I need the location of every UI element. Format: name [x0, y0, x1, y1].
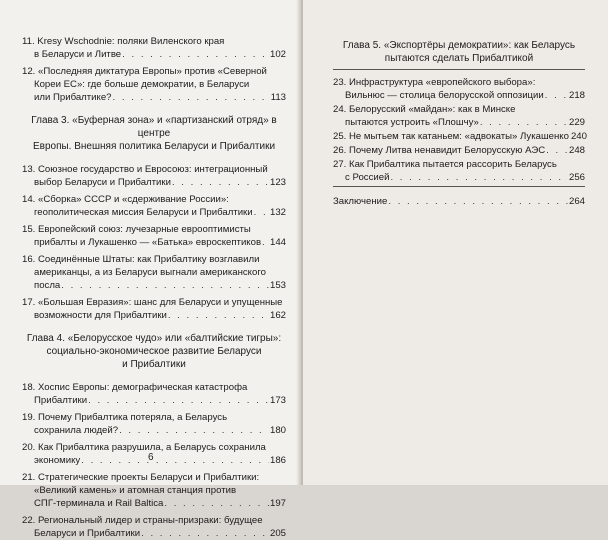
entry-page-number: 264: [568, 196, 585, 207]
toc-line: [22, 514, 286, 527]
leader-dots: [172, 176, 269, 189]
entry-title: посла: [34, 280, 61, 291]
entry-title: в Беларуси и Литве: [34, 49, 122, 60]
entry-page-number: 123: [269, 177, 286, 188]
leader-dots: [88, 394, 269, 407]
chapter-heading-line: Глава 5. «Экспортёры демократии»: как Беларусь: [342, 40, 576, 51]
toc-entry: [333, 103, 585, 129]
toc-entry: [22, 223, 286, 249]
entry-title: пытаются устроить «Плошчу»: [345, 117, 479, 128]
toc-entry: [333, 130, 585, 143]
entry-page-number: 205: [269, 528, 286, 539]
entry-title: Кореи ЕС»: где больше демократии, в Беларуси: [34, 79, 250, 90]
entry-page-number: 248: [568, 145, 585, 156]
section-rule: [333, 186, 585, 187]
toc-line: [333, 76, 585, 89]
toc-line: [22, 236, 286, 249]
entry-title: сохранила людей?: [34, 425, 119, 436]
leader-dots: [81, 454, 269, 467]
toc-line: [333, 171, 585, 184]
chapter-heading: [22, 332, 286, 371]
leader-dots: [122, 48, 269, 61]
leader-dots: [546, 144, 568, 157]
entry-title: Беларуси и Прибалтики: [34, 528, 141, 539]
toc-line: [333, 89, 585, 102]
toc-entry: [22, 514, 286, 540]
toc-line: [22, 484, 286, 497]
toc-line: [22, 424, 286, 437]
chapter-heading-line: Глава 4. «Белорусское чудо» или «балтийские тигры»:: [26, 333, 282, 344]
toc-line: [22, 266, 286, 279]
entry-page-number: 113: [270, 92, 286, 103]
toc-entry: [22, 381, 286, 407]
chapter-heading-line: пытаются сделать Прибалтикой: [384, 53, 534, 64]
entry-title: 25. Не мытьем так катаньем: «адвокаты» Лукашенко: [333, 131, 569, 142]
entry-title: 17. «Большая Евразия»: шанс для Беларуси и упущенные: [22, 297, 283, 308]
entry-page-number: 240: [570, 131, 587, 142]
toc-line: [22, 91, 286, 104]
toc-line: [22, 253, 286, 266]
leader-dots: [480, 116, 568, 129]
toc-line: [22, 279, 286, 292]
toc-line: [22, 309, 286, 322]
toc-line: [22, 193, 286, 206]
toc-entry: [22, 296, 286, 322]
entry-page-number: 173: [269, 395, 286, 406]
toc-line: [333, 116, 585, 129]
leader-dots: [141, 527, 269, 540]
entry-title: 22. Региональный лидер и страны-призраки: будущее: [22, 515, 263, 526]
entry-title: прибалты и Лукашенко — «Батька» евроскептиков: [34, 237, 262, 248]
entry-page-number: 153: [269, 280, 286, 291]
entry-title: 12. «Последняя диктатура Европы» против «Северной: [22, 66, 267, 77]
chapter-heading: [22, 114, 286, 153]
entry-title: 11. Kresy Wschodnie: поляки Виленского края: [22, 36, 225, 47]
toc-line: [22, 381, 286, 394]
toc-entry: [22, 163, 286, 189]
toc-entry: [333, 195, 585, 208]
toc-entry: [22, 411, 286, 437]
entry-title: «Великий камень» и атомная станция против: [34, 485, 237, 496]
entry-title: экономику: [34, 455, 81, 466]
toc-line: [22, 411, 286, 424]
toc-line: [22, 296, 286, 309]
chapter-heading-line: Европы. Внешняя политика Беларуси и Прибалтики: [32, 141, 276, 152]
leader-dots: [164, 497, 269, 510]
entry-page-number: 144: [269, 237, 286, 248]
entry-page-number: 218: [568, 90, 585, 101]
entry-title: 21. Стратегические проекты Беларуси и Прибалтики:: [22, 472, 260, 483]
leader-dots: [254, 206, 269, 219]
entry-page-number: 180: [269, 425, 286, 436]
entry-title: 13. Союзное государство и Евросоюз: интеграционный: [22, 164, 268, 175]
entry-title: Заключение: [333, 196, 388, 207]
toc-line: [333, 103, 585, 116]
entry-title: американцы, а из Беларуси выгнали американского: [34, 267, 266, 278]
entry-page-number: 229: [568, 117, 585, 128]
toc-line: [22, 35, 286, 48]
toc-line: [22, 223, 286, 236]
toc-line: [22, 454, 286, 467]
entry-title: 14. «Сборка» СССР и «сдерживание России»:: [22, 194, 229, 205]
toc-line: [22, 206, 286, 219]
entry-title: или Прибалтике?: [34, 92, 112, 103]
toc-entry: [22, 35, 286, 61]
toc-line: [333, 130, 585, 143]
toc-line: [333, 144, 585, 157]
toc-line: [22, 497, 286, 510]
entry-title: 19. Почему Прибалтика потеряла, а Беларусь: [22, 412, 228, 423]
entry-title: 24. Белорусский «майдан»: как в Минске: [333, 104, 516, 115]
leader-dots: [119, 424, 269, 437]
toc-line: [333, 195, 585, 208]
entry-title: 16. Соединённые Штаты: как Прибалтику возглавили: [22, 254, 260, 265]
toc-line: [22, 441, 286, 454]
entry-title: Прибалтики: [34, 395, 88, 406]
entry-page-number: 197: [269, 498, 286, 509]
chapter-heading-line: Глава 3. «Буферная зона» и «партизанский отряд» в центре: [31, 115, 277, 139]
toc-line: [22, 65, 286, 78]
entry-page-number: 162: [269, 310, 286, 321]
entry-title: геополитическая миссия Беларуси и Прибалтики: [34, 207, 253, 218]
leader-dots: [262, 236, 269, 249]
toc-line: [22, 48, 286, 61]
entry-title: СПГ-терминала и Rail Baltica: [34, 498, 164, 509]
leader-dots: [390, 171, 568, 184]
toc-entry: [22, 253, 286, 292]
entry-title: Вильнюс — столица белорусской оппозиции: [345, 90, 544, 101]
toc-line: [22, 394, 286, 407]
right-page: [303, 0, 608, 485]
entry-page-number: 132: [269, 207, 286, 218]
leader-dots: [61, 279, 269, 292]
entry-page-number: 186: [269, 455, 286, 466]
entry-title: 23. Инфраструктура «европейского выбора»:: [333, 77, 536, 88]
entry-title: 15. Европейский союз: лучезарные еврооптимисты: [22, 224, 251, 235]
chapter-rule: [333, 69, 585, 70]
toc-entry: [333, 158, 585, 184]
toc-line: [22, 78, 286, 91]
page-number: 6: [148, 452, 154, 463]
left-page: [0, 0, 300, 539]
entry-title: выбор Беларуси и Прибалтики: [34, 177, 171, 188]
leader-dots: [388, 195, 568, 208]
entry-title: возможности для Прибалтики: [34, 310, 167, 321]
toc-line: [333, 158, 585, 171]
toc-line: [22, 176, 286, 189]
entry-title: с Россией: [345, 172, 390, 183]
toc-entry: [22, 193, 286, 219]
chapter-heading-line: социально-экономическое развитие Беларуси: [46, 346, 262, 357]
entry-title: 26. Почему Литва ненавидит Белорусскую АЭС: [333, 145, 546, 156]
leader-dots: [545, 89, 568, 102]
leader-dots: [113, 91, 270, 104]
toc-entry: [22, 65, 286, 104]
toc-entry: [22, 471, 286, 510]
toc-entry: [333, 144, 585, 157]
entry-page-number: 102: [269, 49, 286, 60]
chapter-heading-line: и Прибалтики: [122, 359, 186, 370]
entry-title: 20. Как Прибалтика разрушила, а Беларусь сохранила: [22, 442, 266, 453]
toc-line: [22, 527, 286, 540]
leader-dots: [168, 309, 269, 322]
toc-entry: [333, 76, 585, 102]
entry-page-number: 256: [568, 172, 585, 183]
toc-line: [22, 471, 286, 484]
entry-title: 27. Как Прибалтика пытается рассорить Беларусь: [333, 159, 557, 170]
toc-entry: [22, 441, 286, 467]
chapter-heading: [333, 39, 585, 65]
entry-title: 18. Хоспис Европы: демографическая катастрофа: [22, 382, 248, 393]
toc-line: [22, 163, 286, 176]
